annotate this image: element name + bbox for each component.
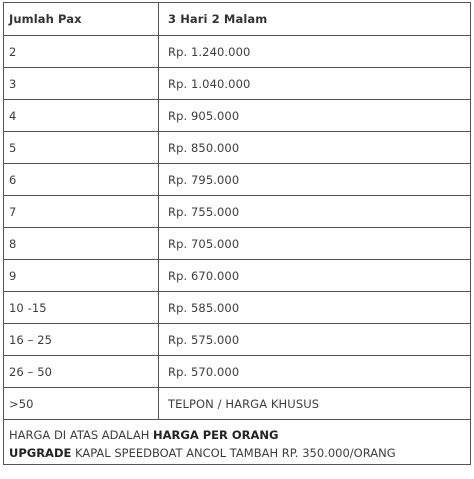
header-package-duration: 3 Hari 2 Malam xyxy=(168,12,268,26)
pax-cell: 3 xyxy=(4,68,159,99)
note-price-per-person xyxy=(9,426,470,444)
table-row xyxy=(4,68,470,100)
table-row xyxy=(4,260,470,292)
note-line1-emphasis: HARGA PER ORANG xyxy=(153,428,279,442)
price-cell: Rp. 905.000 xyxy=(168,108,240,123)
table-row xyxy=(4,36,470,68)
price-cell: Rp. 755.000 xyxy=(168,204,240,219)
price-cell: Rp. 795.000 xyxy=(168,172,240,187)
pax-cell: 16 – 25 xyxy=(4,324,159,355)
price-cell: TELPON / HARGA KHUSUS xyxy=(168,396,320,411)
table-row xyxy=(4,324,470,356)
note-line2-emphasis: UPGRADE xyxy=(9,446,72,460)
table-row xyxy=(4,132,470,164)
table-row xyxy=(4,292,470,324)
note-line1-prefix: HARGA DI ATAS ADALAH xyxy=(9,428,153,442)
table-row xyxy=(4,100,470,132)
price-cell: Rp. 850.000 xyxy=(168,140,240,155)
price-cell: Rp. 575.000 xyxy=(168,332,240,347)
pax-cell: 4 xyxy=(4,100,159,131)
table-row xyxy=(4,356,470,388)
pax-cell: >50 xyxy=(4,388,159,419)
pax-cell: 7 xyxy=(4,196,159,227)
table-row xyxy=(4,196,470,228)
table-row xyxy=(4,388,470,420)
price-cell: Rp. 570.000 xyxy=(168,364,240,379)
price-cell: Rp. 585.000 xyxy=(168,300,240,315)
price-table xyxy=(3,2,471,465)
price-cell: Rp. 670.000 xyxy=(168,268,240,283)
notes-section xyxy=(4,420,470,464)
pax-cell: 2 xyxy=(4,36,159,67)
table-row xyxy=(4,164,470,196)
pax-cell: 8 xyxy=(4,228,159,259)
table-header-row xyxy=(4,3,470,36)
pax-cell: 9 xyxy=(4,260,159,291)
header-jumlah-pax: Jumlah Pax xyxy=(4,3,159,35)
note-line2-suffix: KAPAL SPEEDBOAT ANCOL TAMBAH RP. 350.000/ORANG xyxy=(71,446,396,460)
price-cell: Rp. 1.040.000 xyxy=(168,76,251,91)
price-cell: Rp. 1.240.000 xyxy=(168,44,251,59)
pax-cell: 10 -15 xyxy=(4,292,159,323)
table-row xyxy=(4,228,470,260)
pax-cell: 5 xyxy=(4,132,159,163)
note-upgrade xyxy=(9,444,470,462)
pax-cell: 26 – 50 xyxy=(4,356,159,387)
pax-cell: 6 xyxy=(4,164,159,195)
price-cell: Rp. 705.000 xyxy=(168,236,240,251)
